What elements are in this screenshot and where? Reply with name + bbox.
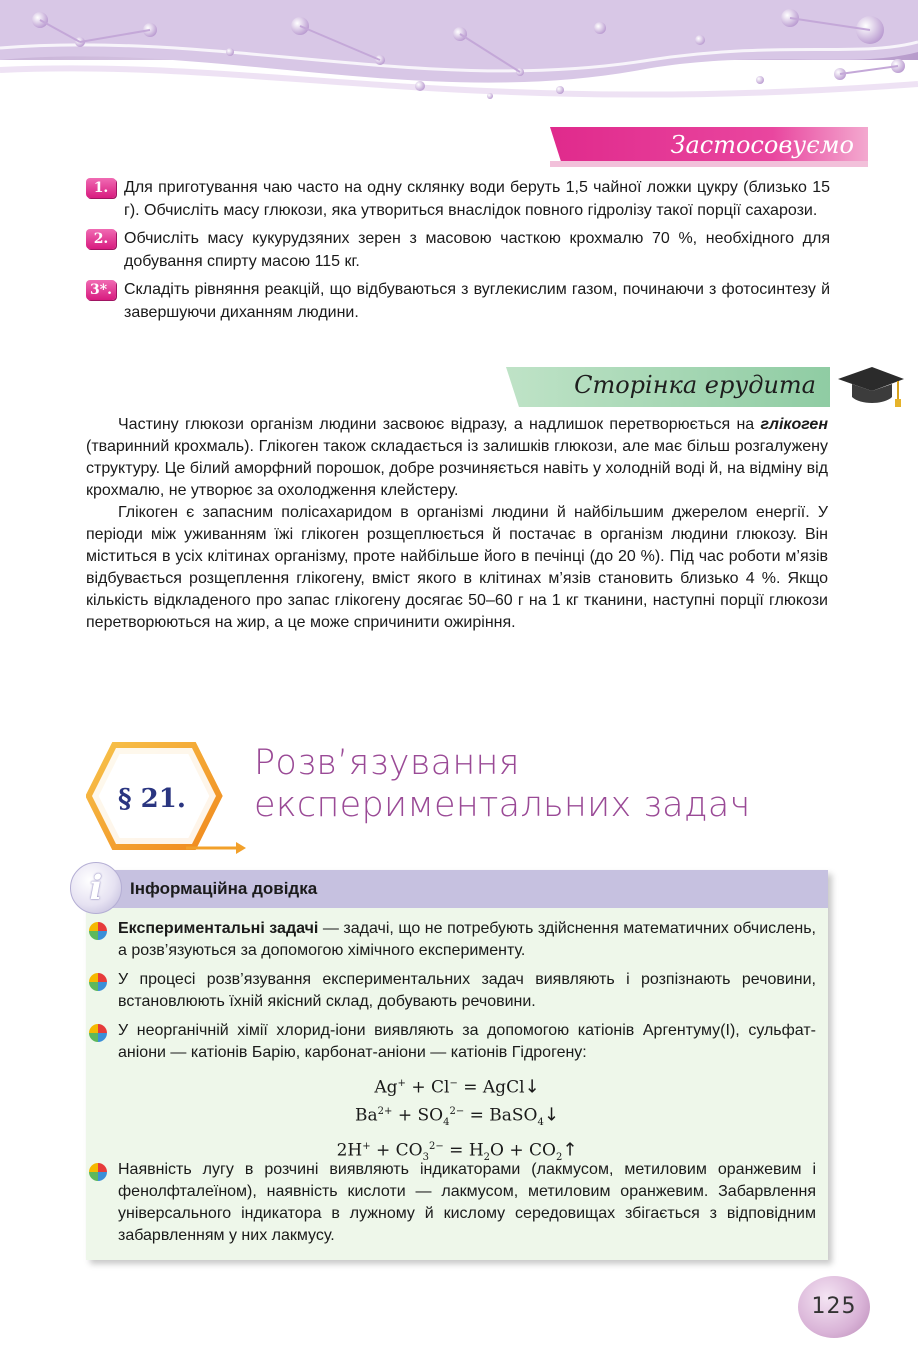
task-text: Для приготування чаю часто на одну склянку води беруть 1,5 чайної ложки цукру (близько 15 г). Обчисліть масу глюкози, яка утвориться внаслідок повного гідролізу такої порції сахарози.: [124, 179, 830, 219]
section-banner-erudite: [506, 367, 830, 407]
term-experimental-tasks: Експериментальні задачі: [118, 920, 319, 937]
eq-part: AgCl: [482, 1077, 525, 1098]
info-icon: i: [70, 862, 122, 914]
info-list: [86, 918, 816, 1071]
eq-part: Ag: [374, 1077, 398, 1098]
eq-charge: +: [362, 1140, 371, 1152]
eq-charge: 2+: [377, 1105, 393, 1117]
info-item: [86, 918, 816, 962]
eq-part: CO: [395, 1140, 423, 1161]
graduation-cap-icon: [836, 365, 906, 409]
eq-charge: +: [397, 1078, 406, 1089]
eq-charge: 2−: [449, 1105, 465, 1117]
eq-subscript: 2: [555, 1151, 563, 1163]
eq-subscript: 4: [537, 1116, 544, 1128]
erudite-paragraph: [86, 414, 828, 502]
eq-op: =: [464, 1105, 490, 1126]
task-text: Обчисліть масу кукурудзяних зерен з масовою часткою крохмалю 70 %, необхідного для добування спирту масою 115 кг.: [124, 230, 830, 270]
eq-charge: 2−: [429, 1140, 444, 1152]
text-run: У неорганічній хімії хлорид-іони виявляють за допомогою катіонів Аргентуму(І), сульфат-аніони — катіонів Барію, карбонат-аніони — катіонів Гідрогену:: [118, 1022, 816, 1061]
eq-op: +: [503, 1140, 530, 1161]
header-decoration: [0, 0, 918, 118]
eq-part: Ba: [355, 1105, 378, 1126]
section-banner-apply: [550, 127, 868, 167]
text-run: У процесі розв’язування експериментальних задач виявляють і розпізнають речовини, встановлюють їхній якісний склад, добувають речовини.: [118, 971, 816, 1010]
task-number: 3*.: [86, 280, 116, 300]
info-box-title: Інформаційна довідка: [130, 879, 318, 898]
term-glycogen: глікоген: [760, 416, 828, 433]
eq-part: 2: [336, 1140, 348, 1161]
task-item: [86, 278, 830, 324]
eq-part: CO: [529, 1140, 556, 1161]
info-item: [86, 1159, 816, 1247]
text-run: (тваринний крохмаль). Глікоген також складається із залишків глюкози, але має більш розгалужену структуру. Це білий аморфний порошок, добре розчиняється навіть у холодній воді й, на відміну від крохмалю, не утворює за охолодження клейстеру.: [86, 438, 828, 499]
equation-barium-sulfate: [86, 1100, 828, 1135]
task-item: [86, 227, 830, 273]
info-list-continued: [86, 1159, 816, 1254]
eq-subscript: 4: [443, 1116, 450, 1128]
equations: [86, 1072, 828, 1170]
pinwheel-bullet-icon: [88, 972, 108, 992]
section-title-erudite: Сторінка ерудита: [574, 371, 816, 399]
eq-part: BaSO: [489, 1105, 538, 1126]
task-text: Складіть рівняння реакцій, що відбуваються з вуглекислим газом, починаючи з фотосинтезу й завершуючи диханням людини.: [124, 281, 830, 321]
paragraph-title-line: Розв’язування: [254, 743, 520, 783]
text-run: Частину глюкози організм людини засвоює відразу, а надлишок перетворюється на: [118, 416, 761, 433]
equation-silver-chloride: [86, 1072, 828, 1100]
section-title-apply: Застосовуємо: [670, 131, 854, 159]
task-item: [86, 176, 830, 222]
pinwheel-bullet-icon: [88, 1162, 108, 1182]
eq-charge: −: [449, 1078, 458, 1089]
eq-subscript: 2: [483, 1151, 491, 1163]
eq-op: +: [370, 1140, 396, 1161]
precipitate-arrow-icon: ↓: [543, 1104, 559, 1126]
task-list: [86, 176, 830, 329]
erudite-paragraph: Глікоген є запасним полісахаридом в організмі людини й найбільшим джерелом енергії. У періоди між уживанням їжі глікоген розщеплюється й постачає в організм людини глюкозу. Він міститься в усіх клітинах організму, проте найбільше його в печінці (до 20 %). Під час роботи м’язів відбувається розщеплення глікогену, вміст якого в клітинах м’язів становить близько 4 %. Якщо кількість відкладеного про запас глікогену досягає 50–60 г на 1 кг тканини, наступні порції глюкози перетворюються на жир, а це може спричинити ожиріння.: [86, 504, 828, 631]
info-item: [86, 1020, 816, 1064]
eq-op: +: [405, 1077, 431, 1098]
eq-part: SO: [417, 1105, 444, 1126]
banner-edge: [550, 161, 868, 167]
pinwheel-bullet-icon: [88, 921, 108, 941]
eq-part: Cl: [431, 1077, 450, 1098]
text-run: — задачі, що не потребують здійснення математичних обчислень, а розв’язуються за допомогою хімічного експерименту.: [118, 920, 816, 959]
paragraph-number: § 21.: [118, 784, 186, 814]
precipitate-arrow-icon: ↓: [524, 1076, 540, 1098]
text-run: Наявність лугу в розчині виявляють індикаторами (лакмусом, метиловим оранжевим і фенолфталеїном), наявність кислоти — лакмусом, метиловим оранжевим. Забарвлення універсального індикатора в лужному й кислому середовищах збігається з відповідним забарвленням у них лакмусу.: [118, 1161, 816, 1244]
task-number: 2.: [86, 229, 116, 249]
paragraph-title: [254, 742, 751, 826]
page-number: 125: [798, 1276, 870, 1338]
eq-op: =: [457, 1077, 483, 1098]
pinwheel-bullet-icon: [88, 1023, 108, 1043]
gas-arrow-icon: ↑: [562, 1139, 578, 1161]
info-item: [86, 969, 816, 1013]
eq-part: O: [490, 1140, 504, 1161]
eq-op: =: [443, 1140, 469, 1161]
paragraph-title-line: експериментальних задач: [254, 785, 751, 825]
eq-op: +: [392, 1105, 418, 1126]
eq-subscript: 3: [422, 1151, 429, 1163]
eq-part: H: [347, 1140, 363, 1161]
erudite-text: [86, 414, 828, 634]
eq-part: H: [468, 1140, 484, 1161]
task-number: 1.: [86, 178, 116, 198]
